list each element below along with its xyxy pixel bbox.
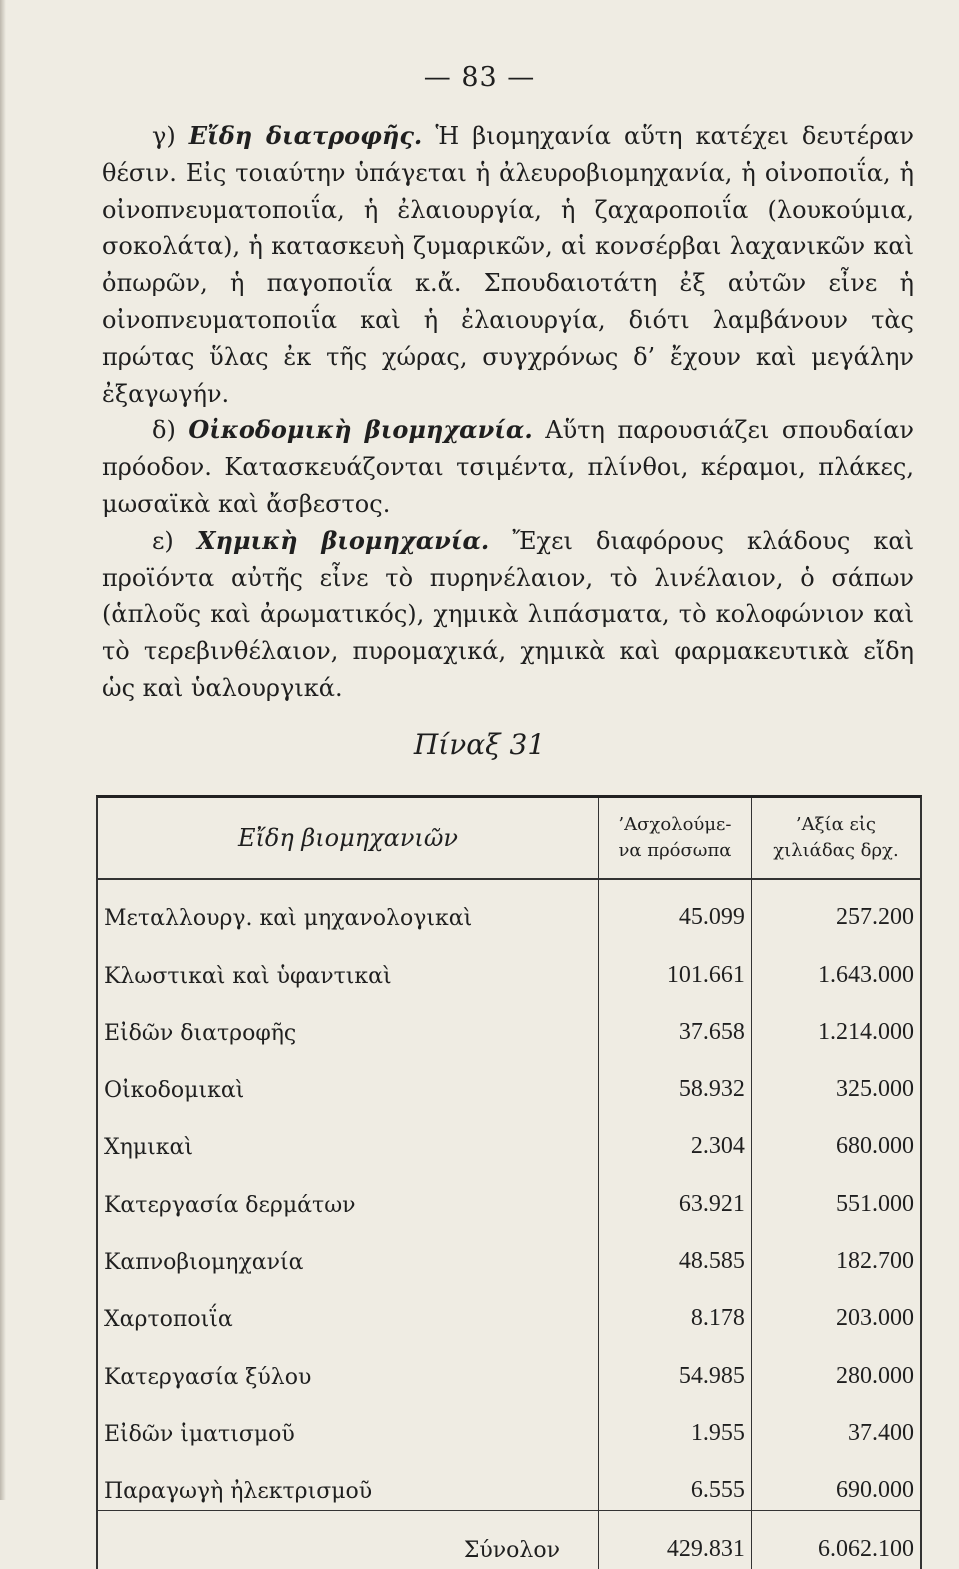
- workers-count: 101.661: [599, 937, 752, 994]
- table-row: [98, 1109, 920, 1166]
- header-value-line1: ’Αξία εἰς: [795, 814, 876, 835]
- paragraph-chemical: [102, 523, 914, 707]
- header-workers: [599, 798, 752, 879]
- value-thousands: 37.400: [751, 1396, 920, 1453]
- header-workers-line1: ’Ασχολούμε-: [618, 814, 732, 835]
- heading-construction: Οἰκοδομικὴ βιομηχανία.: [188, 415, 533, 445]
- total-workers: 429.831: [599, 1511, 752, 1569]
- industries-table: [96, 795, 922, 1569]
- industry-name: Κλωστικαὶ καὶ ὑφαντικαὶ: [104, 963, 392, 989]
- workers-count: 58.932: [599, 1052, 752, 1109]
- total-label: Σύνολον: [98, 1511, 599, 1569]
- header-value-line2: χιλιάδας δρχ.: [773, 840, 899, 861]
- table-row: [98, 1166, 920, 1223]
- value-thousands: 203.000: [751, 1281, 920, 1338]
- header-industry-types: Εἴδη βιομηχανιῶν: [98, 798, 599, 879]
- table-row: [98, 1281, 920, 1338]
- value-thousands: 1.214.000: [751, 995, 920, 1052]
- workers-count: 54.985: [599, 1338, 752, 1395]
- industry-name: Χημικαὶ: [104, 1135, 193, 1161]
- table-total-row: [98, 1511, 920, 1569]
- industry-name: Χαρτοποιΐα: [104, 1307, 233, 1333]
- value-thousands: 280.000: [751, 1338, 920, 1395]
- value-thousands: 551.000: [751, 1166, 920, 1223]
- paragraph-construction: [102, 412, 914, 522]
- value-thousands: 182.700: [751, 1224, 920, 1281]
- industry-name: Κατεργασία ξύλου: [104, 1364, 312, 1390]
- paragraph-food-body: Ἡ βιομηχανία αὕτη κατέχει δευτέραν θέσιν. Εἰς τοιαύτην ὑπάγεται ἡ ἀλευροβιομηχανία, ἡ οἰνοποιΐα, ἡ οἰνοπνευματοποιΐα, ἡ ἐλαιουργία, ἡ ζαχαροποιΐα (λουκούμια, σοκολάτα), ἡ κατασκευὴ ζυμαρικῶν, αἱ κονσέρβαι λαχανικῶν καὶ ὀπωρῶν, ἡ παγοποιΐα κ.ἄ. Σπουδαιοτάτη ἐξ αὐτῶν εἶνε ἡ οἰνοπνευματοποιΐα καὶ ἡ ἐλαιουργία, διότι λαμβάνουν τὰς πρώτας ὕλας ἐκ τῆς χώρας, συγχρόνως δ’ ἔχουν καὶ μεγάλην ἐξαγωγήν.: [102, 122, 914, 408]
- value-thousands: 690.000: [751, 1453, 920, 1511]
- industry-name: Παραγωγὴ ἠλεκτρισμοῦ: [104, 1479, 373, 1505]
- value-thousands: 325.000: [751, 1052, 920, 1109]
- table-row: [98, 879, 920, 937]
- workers-count: 1.955: [599, 1396, 752, 1453]
- industry-name: Εἰδῶν ἱματισμοῦ: [104, 1421, 295, 1447]
- table-header-row: [98, 798, 920, 879]
- heading-food: Εἴδη διατροφῆς.: [188, 121, 423, 150]
- paragraph-construction-body: Αὕτη παρουσιάζει σπουδαίαν πρόοδον. Κατασκευάζονται τσιμέντα, πλίνθοι, κέραμοι, πλάκες, μωσαϊκὰ καὶ ἄσβεστος.: [102, 416, 914, 518]
- workers-count: 8.178: [599, 1281, 752, 1338]
- industry-name: Κατεργασία δερμάτων: [104, 1192, 356, 1218]
- table-body: [98, 879, 920, 1569]
- value-thousands: 680.000: [751, 1109, 920, 1166]
- heading-chemical: Χημικὴ βιομηχανία.: [196, 525, 490, 555]
- workers-count: 48.585: [599, 1224, 752, 1281]
- paragraph-chemical-lead: ε): [152, 526, 197, 555]
- table-title: Πίναξ 31: [413, 728, 546, 761]
- workers-count: 2.304: [599, 1109, 752, 1166]
- paragraph-construction-lead: δ): [152, 416, 189, 445]
- paragraph-food: [102, 118, 914, 412]
- table-row: [98, 1453, 920, 1511]
- industries-table-grid: [98, 798, 920, 1569]
- industry-name: Καπνοβιομηχανία: [104, 1250, 304, 1276]
- total-value: 6.062.100: [751, 1511, 920, 1569]
- body-text: [102, 118, 914, 707]
- workers-count: 6.555: [599, 1453, 752, 1511]
- paragraph-food-lead: γ): [152, 122, 189, 150]
- workers-count: 63.921: [599, 1166, 752, 1223]
- table-row: [98, 1052, 920, 1109]
- table-row: [98, 1224, 920, 1281]
- workers-count: 37.658: [599, 995, 752, 1052]
- value-thousands: 257.200: [751, 879, 920, 937]
- table-row: [98, 995, 920, 1052]
- table-row: [98, 937, 920, 994]
- value-thousands: 1.643.000: [751, 937, 920, 994]
- table-row: [98, 1338, 920, 1395]
- header-value: [751, 798, 920, 879]
- industry-name: Οἰκοδομικαὶ: [104, 1078, 245, 1104]
- table-row: [98, 1396, 920, 1453]
- industry-name: Εἰδῶν διατροφῆς: [104, 1020, 297, 1046]
- workers-count: 45.099: [599, 879, 752, 937]
- industry-name: Μεταλλουργ. καὶ μηχανολογικαὶ: [104, 906, 473, 932]
- paragraph-chemical-body: Ἔχει διαφόρους κλάδους καὶ προϊόντα αὐτῆς εἶνε τὸ πυρηνέλαιον, τὸ λινέλαιον, ὁ σάπων (ἁπλοῦς καὶ ἀρωματικός), χημικὰ λιπάσματα, τὸ κολοφώνιον καὶ τὸ τερεβινθέλαιον, πυρομαχικά, χημικὰ καὶ φαρμακευτικὰ εἴδη ὡς καὶ ὑαλουργικά.: [102, 526, 914, 702]
- header-workers-line2: να πρόσωπα: [618, 840, 732, 861]
- page-number: — 83 —: [423, 62, 536, 93]
